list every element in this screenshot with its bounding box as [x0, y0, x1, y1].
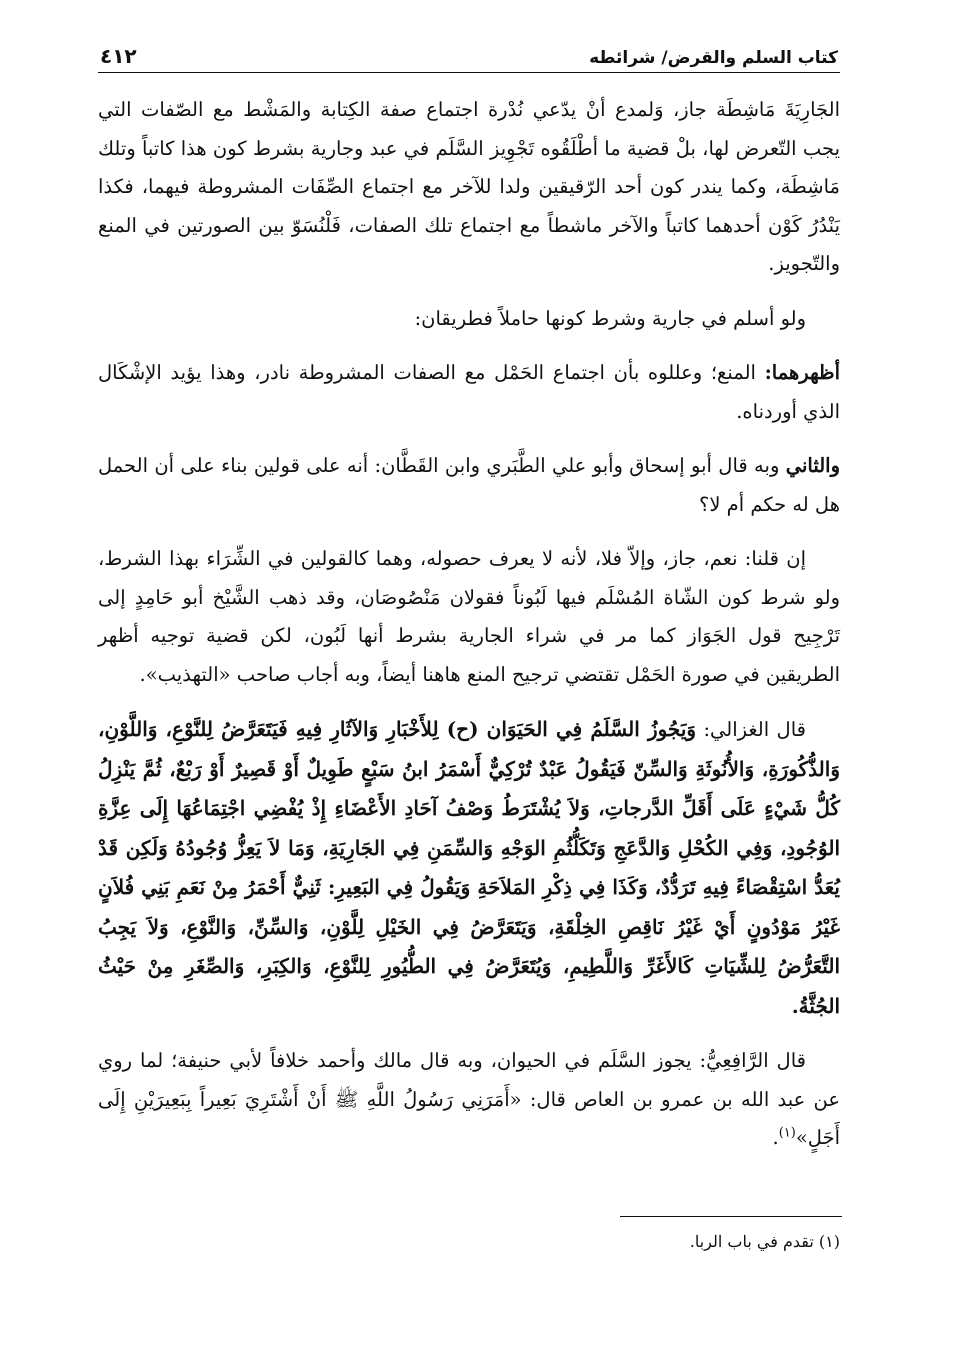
paragraph-3: [98, 354, 840, 431]
paragraph-2-text: ولو أسلم في جارية وشرط كونها حاملاً فطريقان:: [414, 306, 806, 330]
footnote: [690, 1228, 840, 1256]
running-title: كتاب السلم والقرض/ شرائطه: [589, 48, 838, 68]
paragraph-5-text: إن قلنا: نعم، جاز، وإلاّ فلا، لأنه لا يعرف حصوله، وهما كالقولين في الشِّرَاء بهذا الشرط، ولو شرط كون الشّاة المُسْلَم فيها لَبُوناً فقولان مَنْصُوصَان، وقد ذهب الشَّيْخ أبو حَامِدٍ إلى تَرْجِيح قول الجَوَاز كما مر في شراء الجارية بشرط أنها لَبُون، لكن قضية توجيه أظهر الطريقين في صورة الحَمْل تقتضي ترجيح المنع هاهنا أيضاً، وبه أجاب صاحب «التهذيب».: [98, 547, 840, 686]
paragraph-7-lead: قال الرَّافِعِيُّ:: [691, 1049, 806, 1072]
paragraph-6: [98, 710, 840, 1026]
paragraph-3-text: المنع؛ وعللوه بأن اجتماع الحَمْل مع الصفات المشروطة نادر، وهذا يؤيد الإشْكَال الذي أوردناه.: [98, 361, 840, 423]
paragraph-4-lead: والثاني: [785, 454, 840, 477]
paragraph-7: [98, 1042, 840, 1158]
paragraph-5: [98, 540, 840, 694]
paragraph-6-lead: قال الغزالي:: [696, 718, 806, 741]
paragraph-4-text: وبه قال أبو إسحاق وأبو علي الطَّبَري وابن القَطَّان: أنه على قولين بناء على أن الحمل هل له حكم أم لا؟: [98, 454, 840, 516]
footnote-number: (١): [818, 1232, 840, 1251]
paragraph-6-matn: وَيَجُوزُ السَّلَمُ فِي الحَيَوَان (ح) لِلأَخْبَارِ وَالآثَارِ فِيهِ فَيَتَعَرَّضُ لِلنَّوْعِ، وَاللَّوْنِ، وَالذُّكُورَةِ، وَالأُنُوثَةِ وَالسِّنّ فَيَقُولُ عَبْدٌ تُرْكِيٌّ أَسْمَرُ ابنُ سَبْعٍ طَوِيلٌ أَوْ قَصِيرٌ أَوْ رَبْعٌ، ثُمَّ يَنْزِلُ كُلُّ شَيْءٍ عَلَى أَقَلِّ الدَّرجاتِ، وَلاَ يُشْتَرَطُ وَصْفُ آحَادِ الأَعْضَاءِ إِذْ يُفْضِي اجْتِمَاعُهَا إِلَى عِزَّةِ الوُجُودِ، وَفِي الكُحْلِ وَالدَّعَجِ وَتَكَلُّثُمِ الوَجْهِ وَالسِّمَنِ فِي الجَارِيَةِ، وَمَا لاَ يَعِزُّ وُجُودُهُ وَلَكِن قَدْ يُعَدُّ اسْتِقْصَاءً فِيهِ تَرَدُّدٌ، وَكَذَا فِي ذِكْرِ المَلاَحَةِ وَيَقُولُ فِي البَعِيرِ: ثَنِيٌّ أَحْمَرُ مِنْ نَعَمِ بَنِي فُلاَنٍ غَيْرُ مَوْدُونٍ أَيْ غَيْرُ نَاقِصِ الخِلْقَةِ، وَيَتَعَرَّضُ فِي الخَيْلِ لِلَّوْنِ، وَالسِّنِّ، وَالنَّوْعِ، وَلاَ يَجِبُ التَّعَرُّضُ لِلشِّيَاتِ كَالأَغَرِّ وَاللَّطِيمِ، وَيُتَعَرَّضُ فِي الطُّيُورِ لِلنَّوْعِ، وَالكِبَرِ، وَالصِّغَرِ مِنْ حَيْثُ الجُثَّةُ.: [98, 717, 840, 1018]
paragraph-7-text: يجوز السَّلَم في الحيوان، وبه قال مالك وأحمد خلافاً لأبي حنيفة؛ لما روي عن عبد الله بن عمرو بن العاص قال: «أَمَرَنِي رَسُولُ اللَّهِ ﷺ أَنْ أَشْتَرِيَ بَعِيراً بِبَعِيرَيْنِ إِلَى أَجَلٍ»: [98, 1049, 840, 1149]
footnote-separator: [620, 1216, 842, 1217]
paragraph-7-end: .: [772, 1126, 779, 1149]
footnote-text: تقدم في باب الربا.: [689, 1232, 814, 1251]
paragraph-2: [98, 300, 840, 339]
paragraph-1: [98, 91, 840, 284]
footnote-reference: (١): [778, 1125, 796, 1141]
main-text: [98, 91, 840, 1158]
paragraph-4: [98, 447, 840, 524]
page-number: ٤١٢: [100, 44, 137, 68]
paragraph-3-lead: أظهرهما:: [764, 361, 840, 384]
running-header: [98, 28, 840, 73]
paragraph-1-text: الجَارِيَةَ مَاشِطَة جاز، وَلمدع أنْ يدّعي نُدْرة اجتماع صفة الكِتابة والمَشْط مع الصّفات التي يجب التّعرض لها، بلْ قضية ما أطْلَقُوه تَجْوِيز السَّلَم في عبد وجارية بشرط كون هذا كاتباً وتلك مَاشِطَة، وكما يندر كون أحد الرّقيقين ولدا للآخر مع اجتماع الصِّفَات المشروطة فيهما، فكذا يَنْدُرُ كَوْن أحدهما كاتباً والآخر ماشطاً مع اجتماع تلك الصفات، فَلْنُسَوّ بين الصورتين في المنع والتّجويز.: [98, 98, 840, 275]
book-page: [98, 28, 840, 1174]
